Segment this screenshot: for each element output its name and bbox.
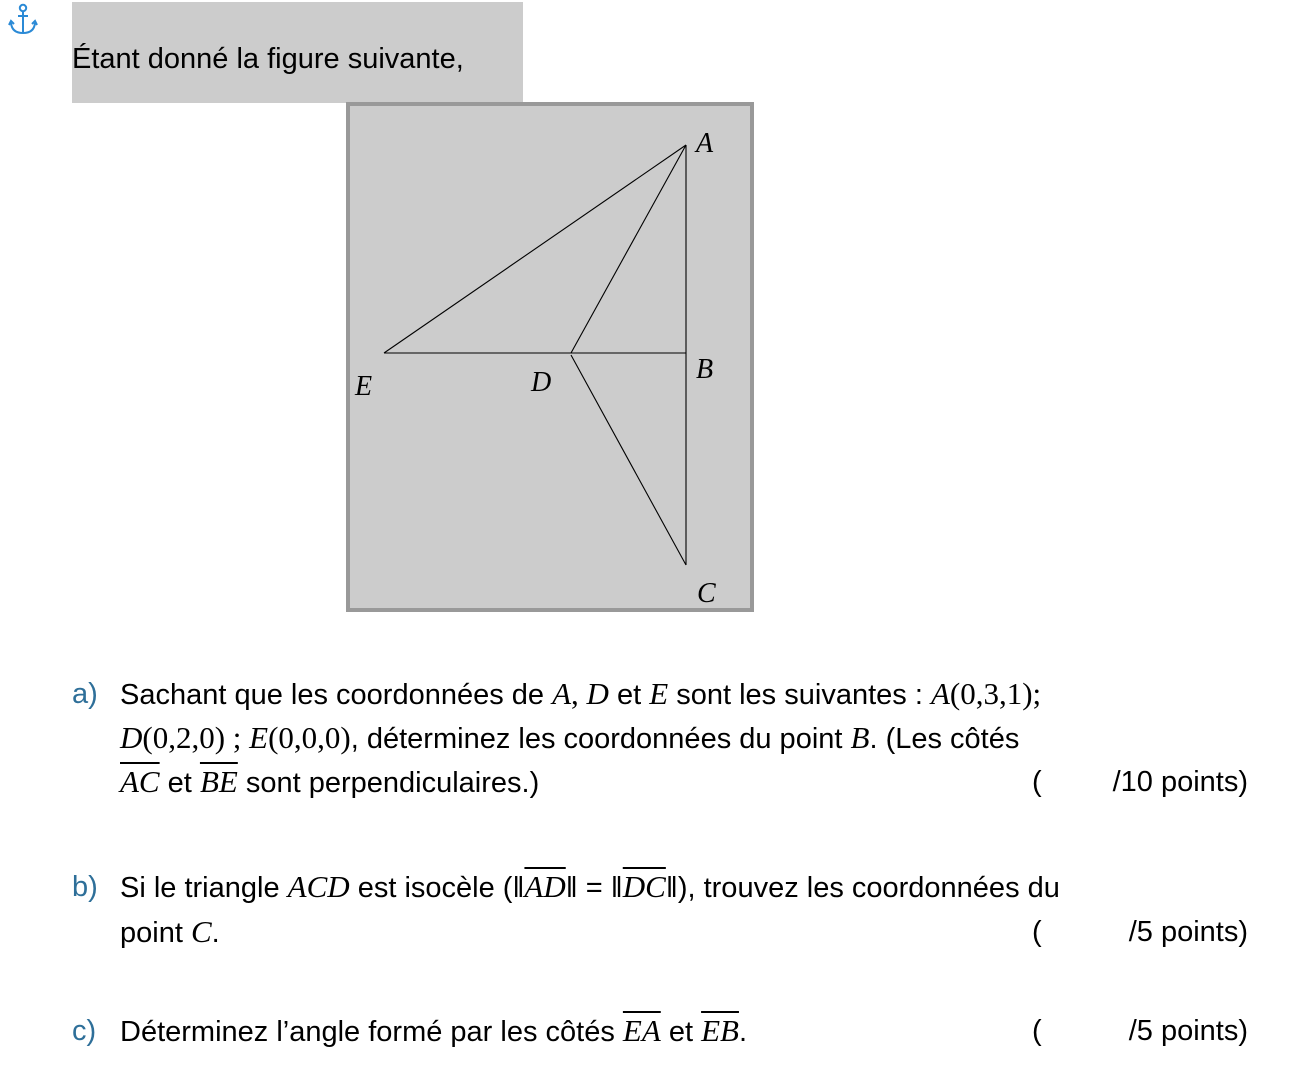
question-b-marker: b) [72,871,98,903]
question-c-line-1: Déterminez l’angle formé par les côtés $\overline{EA}$ et $\overline{EB}$. [120,1013,748,1048]
label-C: C [697,578,716,609]
question-c-score-paren: ( [1032,1015,1042,1047]
figure-frame [348,104,752,610]
question-b-line-2: point C. [120,914,220,949]
anchor-icon [6,2,40,38]
question-a-marker: a) [72,678,98,710]
geometry-figure [346,102,754,612]
question-b-score-paren: ( [1032,916,1042,948]
question-a-line-3: $\overline{AC}$ et $\overline{BE}$ sont perpendiculaires.) [120,764,540,799]
question-b-points: /5 points) [1128,916,1248,948]
question-a-line-1: Sachant que les coordonnées de A, D et E sont les suivantes : A(0,3,1); [120,676,1042,711]
question-c-marker: c) [72,1015,97,1047]
question-b-line-1: Si le triangle ACD est isocèle ($‖\overline{AD}‖$ = $‖\overline{DC}‖$), trouvez les coordonnées du [120,869,1060,904]
question-a-line-2: D(0,2,0) ; E(0,0,0), déterminez les coordonnées du point B. (Les côtés [120,720,1020,755]
intro-text: Étant donné la figure suivante, [72,43,464,75]
question-c-points: /5 points) [1128,1015,1248,1047]
label-A: A [696,128,714,159]
question-a-score-paren: ( [1032,766,1042,798]
label-E: E [355,371,373,402]
question-a-points: /10 points) [1112,766,1248,798]
label-B: B [696,354,714,385]
label-D: D [531,367,552,398]
